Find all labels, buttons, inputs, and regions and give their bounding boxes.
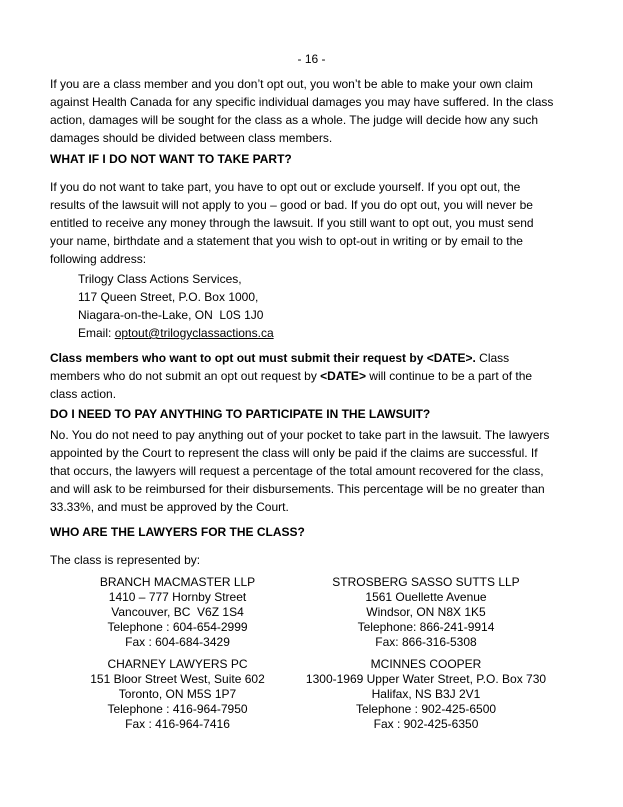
text-line: Windsor, ON N8X 1K5 xyxy=(366,605,486,619)
intro-paragraph xyxy=(50,75,573,147)
text-line: Telephone : 902-425-6500 xyxy=(355,702,497,716)
text-line: that occurs, the lawyers will request a percentage of the total amount recovered for the class, xyxy=(50,464,544,478)
email-label: Email: xyxy=(78,326,115,340)
text-line: damages should be divided between class members. xyxy=(50,131,333,145)
text-line: Fax : 416-964-7416 xyxy=(125,717,230,731)
text-line: 117 Queen Street, P.O. Box 1000, xyxy=(78,290,259,304)
text-line xyxy=(50,349,573,367)
text-line: entitled to receive any money through the lawsuit. If you still want to opt out, you must send xyxy=(50,216,534,230)
text-run: <DATE> xyxy=(320,369,366,383)
firm-address xyxy=(50,672,305,732)
text-line: and will ask to be reimbursed for their disbursements. This percentage will be no greater than xyxy=(50,482,545,496)
text-line: If you do not want to take part, you have to opt out or exclude yourself. If you opt out, the xyxy=(50,180,521,194)
text-line: Toronto, ON M5S 1P7 xyxy=(118,687,237,701)
text-line: Niagara-on-the-Lake, ON L0S 1J0 xyxy=(78,308,264,322)
law-firm-card-branch-macmaster xyxy=(50,575,305,650)
text-line: following address: xyxy=(50,252,147,266)
firm-name: CHARNEY LAWYERS PC xyxy=(107,657,248,671)
law-firms-grid xyxy=(50,575,550,732)
text-line: Telephone : 604-654-2999 xyxy=(107,620,248,634)
text-line: No. You do not need to pay anything out of your pocket to take part in the lawsuit. The lawyers xyxy=(50,428,550,442)
text-run: Class members who want to opt out must submit their request by <DATE>. xyxy=(50,351,476,365)
law-firms-row-1 xyxy=(50,575,550,650)
text-run: will continue to be a part of the xyxy=(365,369,533,383)
section-heading-optout: WHAT IF I DO NOT WANT TO TAKE PART? xyxy=(50,152,292,166)
page-number: - 16 - xyxy=(297,52,326,66)
text-line: Fax : 902-425-6350 xyxy=(373,717,479,731)
text-line: 33.33%, and must be approved by the Court. xyxy=(50,500,289,514)
text-line: appointed by the Court to represent the class will only be paid if the claims are successful. If xyxy=(50,446,538,460)
optout-deadline-paragraph xyxy=(50,349,573,403)
text-line: Halifax, NS B3J 2V1 xyxy=(371,687,481,701)
firm-address xyxy=(50,590,305,650)
text-run: Class xyxy=(475,351,510,365)
optout-paragraph xyxy=(50,178,573,268)
text-line: Fax : 604-684-3429 xyxy=(125,635,230,649)
text-line: Trilogy Class Actions Services, xyxy=(78,272,242,286)
text-line: Telephone: 866-241-9914 xyxy=(357,620,495,634)
text-line: action, damages will be sought for the class as a whole. The judge will decide how any such xyxy=(50,113,539,127)
email-link[interactable]: optout@trilogyclassactions.ca xyxy=(114,326,274,340)
lawyers-intro: The class is represented by: xyxy=(50,553,201,567)
text-line xyxy=(50,385,573,403)
text-line: Fax: 866-316-5308 xyxy=(375,635,477,649)
firm-address xyxy=(305,672,547,732)
optout-mailing-address xyxy=(78,270,573,342)
law-firm-card-strosberg-sasso-sutts xyxy=(305,575,547,650)
text-run: members who do not submit an opt out request by xyxy=(50,369,321,383)
firm-name: BRANCH MACMASTER LLP xyxy=(99,575,256,589)
email-line xyxy=(78,324,573,342)
law-firm-card-charney-lawyers xyxy=(50,657,305,732)
law-firms-row-2 xyxy=(50,657,550,732)
text-line: If you are a class member and you don’t opt out, you won’t be able to make your own claim xyxy=(50,77,533,91)
text-line: Telephone : 416-964-7950 xyxy=(107,702,248,716)
section-heading-fees: DO I NEED TO PAY ANYTHING TO PARTICIPATE IN THE LAWSUIT? xyxy=(50,407,431,421)
text-run: class action. xyxy=(50,387,117,401)
text-line: 1300-1969 Upper Water Street, P.O. Box 730 xyxy=(305,672,547,686)
text-line: your name, birthdate and a statement that you wish to opt-out in writing or by email to the xyxy=(50,234,523,248)
text-line: 151 Bloor Street West, Suite 602 xyxy=(90,672,265,686)
address-lines xyxy=(78,270,573,324)
text-line xyxy=(50,367,573,385)
law-firm-card-mcinnes-cooper xyxy=(305,657,547,732)
fees-paragraph xyxy=(50,426,573,516)
text-line: results of the lawsuit will not apply to you – good or bad. If you do opt out, you will never be xyxy=(50,198,533,212)
firm-name: MCINNES COOPER xyxy=(370,657,482,671)
section-heading-lawyers: WHO ARE THE LAWYERS FOR THE CLASS? xyxy=(50,525,305,539)
text-line: 1561 Ouellette Avenue xyxy=(365,590,487,604)
firm-name: STROSBERG SASSO SUTTS LLP xyxy=(332,575,520,589)
text-line: against Health Canada for any specific individual damages you may have suffered. In the class xyxy=(50,95,554,109)
firm-address xyxy=(305,590,547,650)
text-line: 1410 – 777 Hornby Street xyxy=(108,590,247,604)
text-line: Vancouver, BC V6Z 1S4 xyxy=(111,605,244,619)
